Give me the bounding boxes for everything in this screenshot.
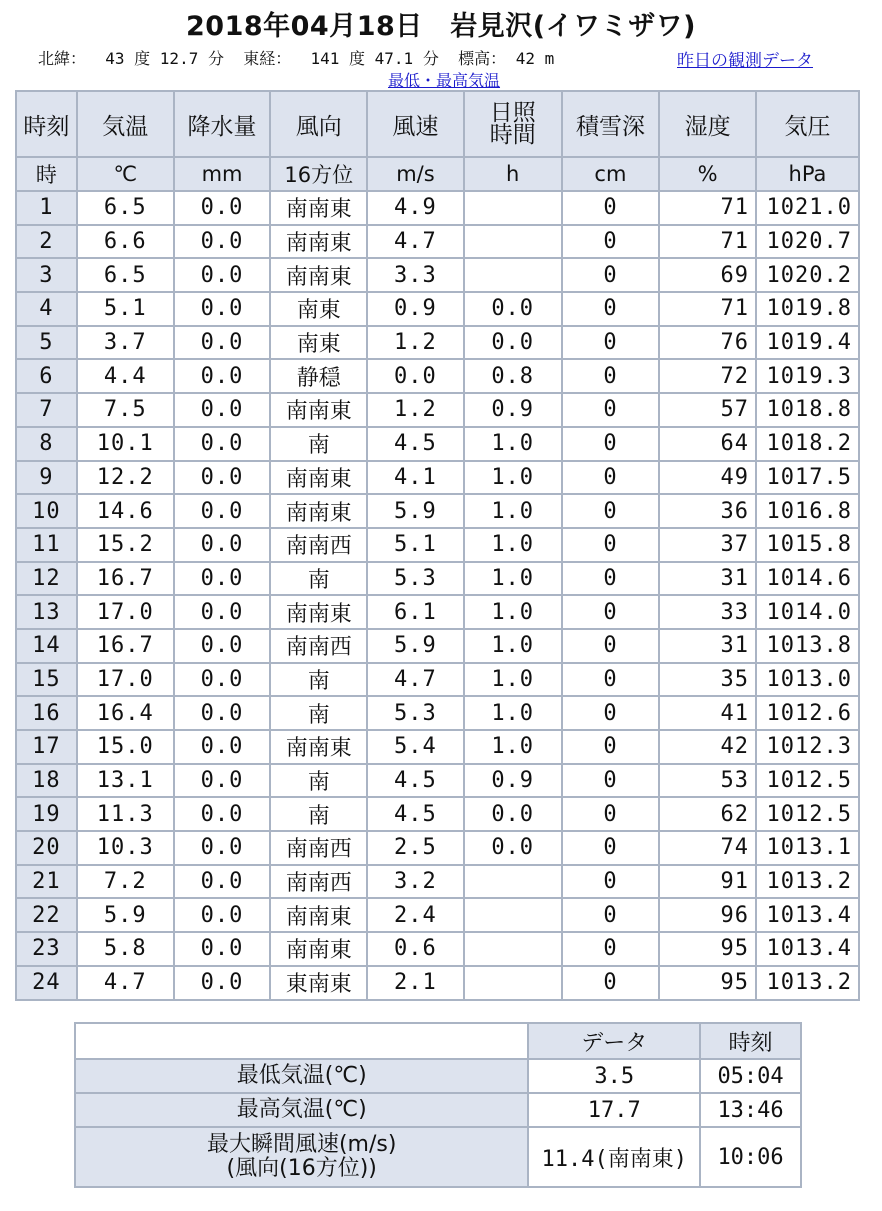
unit-cell: cm <box>562 157 660 191</box>
temperature-cell: 6.5 <box>77 258 174 292</box>
temperature-cell: 6.5 <box>77 191 174 225</box>
col-header: 気圧 <box>756 91 859 157</box>
table-row <box>16 730 859 764</box>
sunshine-cell: 0.9 <box>464 764 562 798</box>
humidity-cell: 96 <box>659 898 756 932</box>
hour-cell: 2 <box>16 225 77 259</box>
humidity-cell: 71 <box>659 191 756 225</box>
snow-depth-cell: 0 <box>562 595 660 629</box>
temperature-cell: 5.9 <box>77 898 174 932</box>
table-row <box>16 966 859 1000</box>
col-header: 積雪深 <box>562 91 660 157</box>
sunshine-cell <box>464 966 562 1000</box>
sunshine-cell: 1.0 <box>464 528 562 562</box>
pressure-cell: 1012.5 <box>756 797 859 831</box>
precipitation-cell: 0.0 <box>174 966 271 1000</box>
snow-depth-cell: 0 <box>562 393 660 427</box>
summary-value-min-temp: 3.5 <box>528 1059 700 1093</box>
table-row <box>16 494 859 528</box>
hour-cell: 22 <box>16 898 77 932</box>
hour-cell: 5 <box>16 326 77 360</box>
temperature-cell: 14.6 <box>77 494 174 528</box>
wind-direction-cell: 南東 <box>270 292 367 326</box>
wind-direction-cell: 南南東 <box>270 461 367 495</box>
humidity-cell: 95 <box>659 932 756 966</box>
humidity-cell: 35 <box>659 663 756 697</box>
col-header: 日照時間 <box>464 91 562 157</box>
summary-header-blank <box>75 1023 528 1059</box>
temperature-cell: 15.2 <box>77 528 174 562</box>
temperature-cell: 16.7 <box>77 629 174 663</box>
humidity-cell: 42 <box>659 730 756 764</box>
sunshine-cell <box>464 932 562 966</box>
table-row <box>16 292 859 326</box>
snow-depth-cell: 0 <box>562 696 660 730</box>
pressure-cell: 1013.2 <box>756 966 859 1000</box>
hour-cell: 3 <box>16 258 77 292</box>
col-header: 降水量 <box>174 91 271 157</box>
wind-speed-cell: 2.5 <box>367 831 464 865</box>
table-row <box>16 629 859 663</box>
table-row <box>16 898 859 932</box>
wind-direction-cell: 南南西 <box>270 831 367 865</box>
wind-speed-cell: 4.5 <box>367 427 464 461</box>
snow-depth-cell: 0 <box>562 562 660 596</box>
pressure-cell: 1019.4 <box>756 326 859 360</box>
humidity-cell: 49 <box>659 461 756 495</box>
precipitation-cell: 0.0 <box>174 595 271 629</box>
hour-cell: 19 <box>16 797 77 831</box>
table-row <box>16 595 859 629</box>
sunshine-cell: 0.0 <box>464 797 562 831</box>
wind-direction-cell: 静穏 <box>270 359 367 393</box>
wind-direction-cell: 南 <box>270 562 367 596</box>
pressure-cell: 1021.0 <box>756 191 859 225</box>
wind-direction-cell: 南南東 <box>270 191 367 225</box>
precipitation-cell: 0.0 <box>174 730 271 764</box>
summary-label-min-temp: 最低気温(℃) <box>75 1059 528 1093</box>
precipitation-cell: 0.0 <box>174 191 271 225</box>
pressure-cell: 1013.2 <box>756 865 859 899</box>
precipitation-cell: 0.0 <box>174 764 271 798</box>
sunshine-cell: 1.0 <box>464 427 562 461</box>
snow-depth-cell: 0 <box>562 797 660 831</box>
hour-cell: 21 <box>16 865 77 899</box>
table-row <box>16 696 859 730</box>
wind-speed-cell: 0.6 <box>367 932 464 966</box>
table-row <box>16 326 859 360</box>
precipitation-cell: 0.0 <box>174 797 271 831</box>
temperature-cell: 10.3 <box>77 831 174 865</box>
precipitation-cell: 0.0 <box>174 225 271 259</box>
yesterday-data-link[interactable]: 昨日の観測データ <box>677 51 813 71</box>
wind-direction-cell: 南南東 <box>270 932 367 966</box>
snow-depth-cell: 0 <box>562 359 660 393</box>
unit-cell: m/s <box>367 157 464 191</box>
wind-speed-cell: 6.1 <box>367 595 464 629</box>
pressure-cell: 1016.8 <box>756 494 859 528</box>
wind-speed-cell: 1.2 <box>367 393 464 427</box>
temperature-cell: 4.7 <box>77 966 174 1000</box>
precipitation-cell: 0.0 <box>174 831 271 865</box>
unit-cell: mm <box>174 157 271 191</box>
sunshine-cell: 1.0 <box>464 595 562 629</box>
humidity-cell: 31 <box>659 562 756 596</box>
humidity-cell: 69 <box>659 258 756 292</box>
col-header: 風向 <box>270 91 367 157</box>
wind-speed-cell: 5.3 <box>367 562 464 596</box>
humidity-cell: 62 <box>659 797 756 831</box>
precipitation-cell: 0.0 <box>174 393 271 427</box>
table-row <box>16 225 859 259</box>
summary-value-max-gust: 11.4(南南東) <box>528 1127 700 1187</box>
wind-speed-cell: 2.4 <box>367 898 464 932</box>
snow-depth-cell: 0 <box>562 326 660 360</box>
snow-depth-cell: 0 <box>562 191 660 225</box>
humidity-cell: 72 <box>659 359 756 393</box>
hour-cell: 20 <box>16 831 77 865</box>
snow-depth-cell: 0 <box>562 528 660 562</box>
pressure-cell: 1013.8 <box>756 629 859 663</box>
wind-direction-cell: 南南西 <box>270 865 367 899</box>
wind-speed-cell: 5.1 <box>367 528 464 562</box>
table-row <box>16 831 859 865</box>
summary-time-max-temp: 13:46 <box>700 1093 801 1127</box>
temperature-cell: 5.1 <box>77 292 174 326</box>
pressure-cell: 1012.3 <box>756 730 859 764</box>
temperature-cell: 16.7 <box>77 562 174 596</box>
humidity-cell: 41 <box>659 696 756 730</box>
hour-cell: 7 <box>16 393 77 427</box>
hour-cell: 14 <box>16 629 77 663</box>
snow-depth-cell: 0 <box>562 427 660 461</box>
sunshine-cell: 1.0 <box>464 663 562 697</box>
hour-cell: 9 <box>16 461 77 495</box>
snow-depth-cell: 0 <box>562 629 660 663</box>
unit-row <box>16 157 859 191</box>
wind-direction-cell: 南南東 <box>270 898 367 932</box>
wind-speed-cell: 4.5 <box>367 797 464 831</box>
precipitation-cell: 0.0 <box>174 528 271 562</box>
snow-depth-cell: 0 <box>562 258 660 292</box>
precipitation-cell: 0.0 <box>174 629 271 663</box>
table-row <box>16 528 859 562</box>
daily-summary-table <box>74 1022 802 1188</box>
table-row <box>16 764 859 798</box>
sunshine-cell: 0.0 <box>464 831 562 865</box>
snow-depth-cell: 0 <box>562 932 660 966</box>
pressure-cell: 1015.8 <box>756 528 859 562</box>
humidity-cell: 53 <box>659 764 756 798</box>
hourly-observation-table <box>15 90 860 1001</box>
sunshine-cell: 0.8 <box>464 359 562 393</box>
sunshine-cell <box>464 258 562 292</box>
table-row <box>16 932 859 966</box>
sunshine-cell: 1.0 <box>464 696 562 730</box>
wind-direction-cell: 南南東 <box>270 225 367 259</box>
wind-speed-cell: 2.1 <box>367 966 464 1000</box>
wind-direction-cell: 南東 <box>270 326 367 360</box>
humidity-cell: 31 <box>659 629 756 663</box>
hour-cell: 10 <box>16 494 77 528</box>
summary-label-max-gust <box>75 1127 528 1187</box>
snow-depth-cell: 0 <box>562 966 660 1000</box>
hour-cell: 11 <box>16 528 77 562</box>
precipitation-cell: 0.0 <box>174 696 271 730</box>
unit-cell: 16方位 <box>270 157 367 191</box>
hour-cell: 1 <box>16 191 77 225</box>
unit-cell: 時 <box>16 157 77 191</box>
unit-cell: ℃ <box>77 157 174 191</box>
wind-speed-cell: 4.5 <box>367 764 464 798</box>
pressure-cell: 1020.7 <box>756 225 859 259</box>
sunshine-cell <box>464 865 562 899</box>
precipitation-cell: 0.0 <box>174 663 271 697</box>
temperature-cell: 3.7 <box>77 326 174 360</box>
snow-depth-cell: 0 <box>562 730 660 764</box>
sunshine-cell: 1.0 <box>464 494 562 528</box>
temperature-cell: 16.4 <box>77 696 174 730</box>
table-row <box>16 865 859 899</box>
wind-speed-cell: 3.3 <box>367 258 464 292</box>
hour-cell: 23 <box>16 932 77 966</box>
wind-direction-cell: 南 <box>270 696 367 730</box>
sunshine-cell: 0.9 <box>464 393 562 427</box>
snow-depth-cell: 0 <box>562 764 660 798</box>
temperature-cell: 7.2 <box>77 865 174 899</box>
humidity-cell: 95 <box>659 966 756 1000</box>
humidity-cell: 71 <box>659 225 756 259</box>
precipitation-cell: 0.0 <box>174 494 271 528</box>
unit-cell: h <box>464 157 562 191</box>
humidity-cell: 74 <box>659 831 756 865</box>
humidity-cell: 36 <box>659 494 756 528</box>
pressure-cell: 1014.0 <box>756 595 859 629</box>
page-title: 2018年04月18日 岩見沢(イワミザワ) <box>186 11 696 42</box>
temperature-cell: 5.8 <box>77 932 174 966</box>
wind-speed-cell: 4.7 <box>367 663 464 697</box>
precipitation-cell: 0.0 <box>174 258 271 292</box>
wind-direction-cell: 南南東 <box>270 258 367 292</box>
wind-speed-cell: 5.9 <box>367 494 464 528</box>
pressure-cell: 1019.8 <box>756 292 859 326</box>
table-row <box>16 393 859 427</box>
temperature-cell: 17.0 <box>77 663 174 697</box>
table-row <box>16 359 859 393</box>
humidity-cell: 37 <box>659 528 756 562</box>
hour-cell: 15 <box>16 663 77 697</box>
humidity-cell: 33 <box>659 595 756 629</box>
sunshine-cell: 0.0 <box>464 326 562 360</box>
pressure-cell: 1018.8 <box>756 393 859 427</box>
wind-speed-cell: 5.4 <box>367 730 464 764</box>
summary-value-max-temp: 17.7 <box>528 1093 700 1127</box>
snow-depth-cell: 0 <box>562 292 660 326</box>
snow-depth-cell: 0 <box>562 225 660 259</box>
wind-direction-cell: 南南東 <box>270 393 367 427</box>
wind-speed-cell: 4.9 <box>367 191 464 225</box>
pressure-cell: 1019.3 <box>756 359 859 393</box>
humidity-cell: 71 <box>659 292 756 326</box>
wind-direction-cell: 南 <box>270 663 367 697</box>
snow-depth-cell: 0 <box>562 865 660 899</box>
precipitation-cell: 0.0 <box>174 461 271 495</box>
temperature-cell: 6.6 <box>77 225 174 259</box>
hour-cell: 8 <box>16 427 77 461</box>
wind-direction-cell: 南 <box>270 427 367 461</box>
col-header: 時刻 <box>16 91 77 157</box>
precipitation-cell: 0.0 <box>174 427 271 461</box>
table-row <box>16 562 859 596</box>
sunshine-cell <box>464 898 562 932</box>
hour-cell: 16 <box>16 696 77 730</box>
col-header: 風速 <box>367 91 464 157</box>
wind-speed-cell: 1.2 <box>367 326 464 360</box>
station-coordinates: 北緯： 43 度 12.7 分 東経： 141 度 47.1 分 標高： 42 m <box>38 49 555 68</box>
temperature-cell: 17.0 <box>77 595 174 629</box>
summary-time-min-temp: 05:04 <box>700 1059 801 1093</box>
precipitation-cell: 0.0 <box>174 359 271 393</box>
precipitation-cell: 0.0 <box>174 292 271 326</box>
sunshine-cell <box>464 191 562 225</box>
precipitation-cell: 0.0 <box>174 326 271 360</box>
table-row <box>16 663 859 697</box>
wind-direction-cell: 南南東 <box>270 730 367 764</box>
pressure-cell: 1014.6 <box>756 562 859 596</box>
unit-cell: % <box>659 157 756 191</box>
snow-depth-cell: 0 <box>562 663 660 697</box>
temperature-cell: 11.3 <box>77 797 174 831</box>
sunshine-cell: 1.0 <box>464 730 562 764</box>
pressure-cell: 1013.0 <box>756 663 859 697</box>
wind-speed-cell: 0.9 <box>367 292 464 326</box>
wind-speed-cell: 5.3 <box>367 696 464 730</box>
wind-direction-cell: 南南東 <box>270 595 367 629</box>
summary-header-time: 時刻 <box>700 1023 801 1059</box>
snow-depth-cell: 0 <box>562 898 660 932</box>
wind-direction-cell: 南南西 <box>270 629 367 663</box>
hour-cell: 24 <box>16 966 77 1000</box>
humidity-cell: 91 <box>659 865 756 899</box>
temperature-cell: 12.2 <box>77 461 174 495</box>
table-row <box>16 191 859 225</box>
table-row <box>16 461 859 495</box>
pressure-cell: 1012.5 <box>756 764 859 798</box>
hour-cell: 13 <box>16 595 77 629</box>
temperature-cell: 15.0 <box>77 730 174 764</box>
pressure-cell: 1013.4 <box>756 898 859 932</box>
sunshine-cell: 1.0 <box>464 461 562 495</box>
sunshine-cell <box>464 225 562 259</box>
sunshine-cell: 0.0 <box>464 292 562 326</box>
table-row <box>16 797 859 831</box>
hour-cell: 17 <box>16 730 77 764</box>
summary-label-max-gust-line2: (風向(16方位)) <box>226 1156 377 1181</box>
hour-cell: 12 <box>16 562 77 596</box>
pressure-cell: 1020.2 <box>756 258 859 292</box>
hour-cell: 4 <box>16 292 77 326</box>
precipitation-cell: 0.0 <box>174 898 271 932</box>
wind-speed-cell: 3.2 <box>367 865 464 899</box>
humidity-cell: 76 <box>659 326 756 360</box>
pressure-cell: 1012.6 <box>756 696 859 730</box>
summary-label-max-temp: 最高気温(℃) <box>75 1093 528 1127</box>
col-header: 気温 <box>77 91 174 157</box>
temperature-cell: 4.4 <box>77 359 174 393</box>
table-row <box>16 427 859 461</box>
wind-speed-cell: 4.7 <box>367 225 464 259</box>
precipitation-cell: 0.0 <box>174 562 271 596</box>
pressure-cell: 1017.5 <box>756 461 859 495</box>
temperature-cell: 7.5 <box>77 393 174 427</box>
hour-cell: 6 <box>16 359 77 393</box>
sunshine-cell: 1.0 <box>464 629 562 663</box>
summary-header-data: データ <box>528 1023 700 1059</box>
humidity-cell: 64 <box>659 427 756 461</box>
sunshine-cell: 1.0 <box>464 562 562 596</box>
wind-direction-cell: 南南東 <box>270 494 367 528</box>
pressure-cell: 1018.2 <box>756 427 859 461</box>
wind-direction-cell: 南南西 <box>270 528 367 562</box>
pressure-cell: 1013.1 <box>756 831 859 865</box>
min-max-temp-link[interactable]: 最低・最高気温 <box>388 71 501 90</box>
temperature-cell: 10.1 <box>77 427 174 461</box>
pressure-cell: 1013.4 <box>756 932 859 966</box>
col-header: 湿度 <box>659 91 756 157</box>
column-header-row <box>16 91 859 157</box>
summary-label-max-gust-line1: 最大瞬間風速(m/s) <box>206 1132 397 1157</box>
wind-speed-cell: 4.1 <box>367 461 464 495</box>
temperature-cell: 13.1 <box>77 764 174 798</box>
wind-direction-cell: 東南東 <box>270 966 367 1000</box>
precipitation-cell: 0.0 <box>174 865 271 899</box>
wind-speed-cell: 0.0 <box>367 359 464 393</box>
snow-depth-cell: 0 <box>562 831 660 865</box>
summary-time-max-gust: 10:06 <box>700 1127 801 1187</box>
table-row <box>16 258 859 292</box>
wind-speed-cell: 5.9 <box>367 629 464 663</box>
hour-cell: 18 <box>16 764 77 798</box>
snow-depth-cell: 0 <box>562 494 660 528</box>
wind-direction-cell: 南 <box>270 797 367 831</box>
unit-cell: hPa <box>756 157 859 191</box>
humidity-cell: 57 <box>659 393 756 427</box>
wind-direction-cell: 南 <box>270 764 367 798</box>
snow-depth-cell: 0 <box>562 461 660 495</box>
precipitation-cell: 0.0 <box>174 932 271 966</box>
